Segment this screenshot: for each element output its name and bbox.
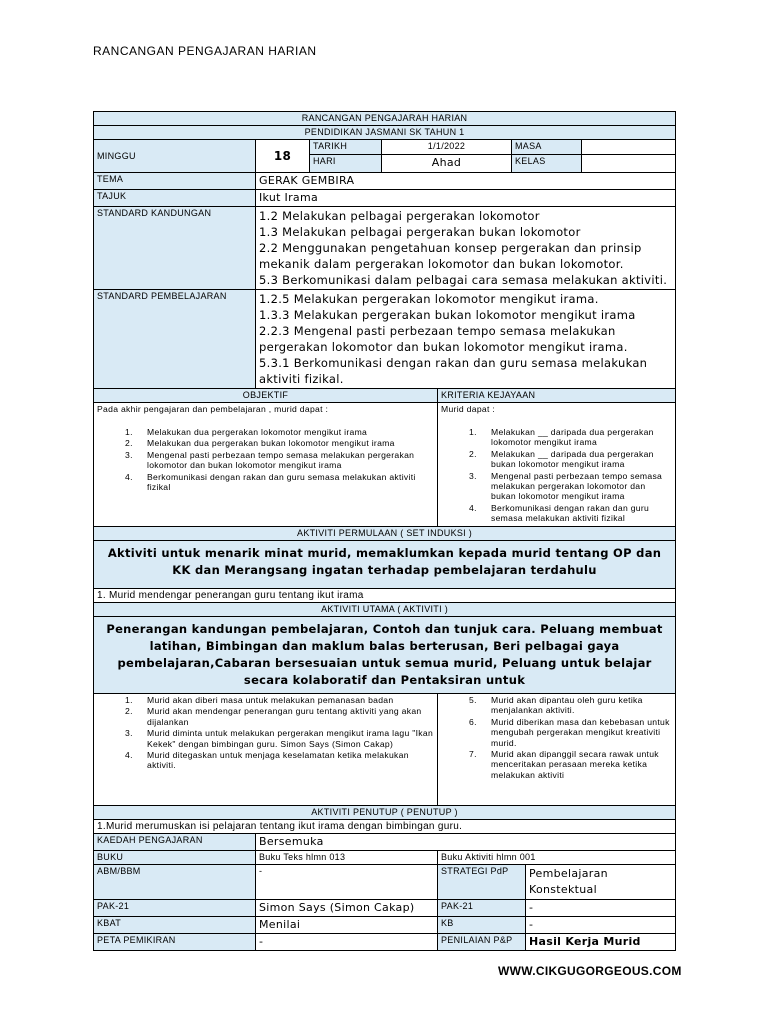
peta-value: -	[256, 934, 438, 951]
utama-summary: Penerangan kandungan pembelajaran, Contoh dan tunjuk cara. Peluang membuat latihan, Bimbingan dan maklum balas berterusan, Beri pelbagai gaya pembelajaran,Cabaran bersesuaian untuk semua murid, Peluang untuk belajar secara kolaboratif dan Pentaksiran untuk	[94, 617, 676, 694]
kaedah-label: KAEDAH PENGAJARAN	[94, 834, 256, 851]
utama-right-content	[438, 694, 676, 806]
list-item: 1. Murid akan diberi masa untuk melakukan pemanasan badan	[125, 695, 394, 705]
list-item: 2. Murid akan mendengar penerangan guru tentang aktiviti yang akan dijalankan	[125, 706, 422, 727]
minggu-label: MINGGU	[94, 140, 256, 173]
kriteria-intro: Murid dapat :	[441, 404, 496, 414]
rph-table	[93, 111, 676, 951]
kbat-label: KBAT	[94, 917, 256, 934]
tarikh-label: TARIKH	[310, 140, 382, 155]
kriteria-label: KRITERIA KEJAYAAN	[438, 389, 676, 403]
header-title-1: RANCANGAN PENGAJARAH HARIAN	[94, 112, 676, 126]
penutup-detail: 1.Murid merumuskan isi pelajaran tentang ikut irama dengan bimbingan guru.	[94, 820, 676, 834]
sp-line: 5.3.1 Berkomunikasi dengan rakan dan guru semasa melakukan aktiviti fizikal.	[259, 356, 648, 386]
pak21-label: PAK-21	[94, 900, 256, 917]
pak21-label-2: PAK-21	[438, 900, 526, 917]
penutup-label: AKTIVITI PENUTUP ( PENUTUP )	[94, 806, 676, 820]
list-item: 4. Berkomunikasi dengan rakan dan guru semasa melakukan aktiviti fizikal	[125, 471, 416, 493]
pak21-value: Simon Says (Simon Cakap)	[256, 900, 438, 917]
list-item: 4. Murid ditegaskan untuk menjaga keselamatan ketika melakukan aktiviti.	[125, 750, 409, 771]
list-item: 1. Melakukan __ daripada dua pergerakan lokomotor mengikut irama	[469, 427, 654, 448]
permulaan-summary: Aktiviti untuk menarik minat murid, memaklumkan kepada murid tentang OP dan KK dan Merangsang ingatan terhadap pembelajaran terdahulu	[94, 541, 676, 589]
strategi-label: STRATEGI PdP	[438, 865, 526, 900]
tajuk-label: TAJUK	[94, 190, 256, 207]
abm-label: ABM/BBM	[94, 865, 256, 900]
sp-label: STANDARD PEMBELAJARAN	[94, 290, 256, 389]
list-item: 6. Murid diberikan masa dan kebebasan untuk mengubah pergerakan mengikut kreativiti murid.	[469, 716, 670, 748]
peta-label: PETA PEMIKIRAN	[94, 934, 256, 951]
kaedah-value: Bersemuka	[256, 834, 676, 851]
objektif-label: OBJEKTIF	[94, 389, 438, 403]
utama-left-content	[94, 694, 438, 806]
tema-label: TEMA	[94, 173, 256, 190]
sk-line: 1.3 Melakukan pelbagai pergerakan bukan lokomotor	[259, 225, 581, 239]
hari-value: Ahad	[382, 155, 512, 173]
list-item: 4. Berkomunikasi dengan rakan dan guru semasa melakukan aktiviti fizikal	[469, 502, 650, 524]
pak21-value-2: -	[526, 900, 676, 917]
sp-line: 1.2.5 Melakukan pergerakan lokomotor mengikut irama.	[259, 292, 599, 306]
sk-line: 5.3 Berkomunikasi dalam pelbagai cara semasa melakukan aktiviti.	[259, 273, 668, 287]
permulaan-label: AKTIVITI PERMULAAN ( SET INDUKSI )	[94, 527, 676, 541]
list-item: 2. Melakukan __ daripada dua pergerakan bukan lokomotor mengikut irama	[469, 448, 654, 470]
header-title-2: PENDIDIKAN JASMANI SK TAHUN 1	[94, 126, 676, 140]
list-item: 5. Murid akan dipantau oleh guru ketika menjalankan aktiviti.	[469, 695, 643, 716]
tema-value: GERAK GEMBIRA	[256, 173, 676, 190]
objektif-content	[94, 403, 438, 527]
hari-label: HARI	[310, 155, 382, 173]
list-item: 3. Mengenal pasti perbezaan tempo semasa melakukan pergerakan lokomotor dan bukan lokomotor mengikut irama	[469, 470, 663, 502]
kb-value: -	[526, 917, 676, 934]
sp-content	[256, 290, 676, 389]
list-item: 2. Melakukan dua pergerakan bukan lokomotor mengikut irama	[125, 438, 395, 449]
sk-label: STANDARD KANDUNGAN	[94, 207, 256, 290]
list-item: 3. Murid diminta untuk melakukan pergerakan mengikut irama lagu "Ikan Kekek" dengan bimbingan guru. Simon Says (Simon Cakap)	[125, 728, 434, 749]
masa-label: MASA	[512, 140, 582, 155]
masa-value	[582, 140, 676, 155]
kelas-value	[582, 155, 676, 173]
buku-teks: Buku Teks hlmn 013	[256, 851, 438, 865]
kriteria-content	[438, 403, 676, 527]
kb-label: KB	[438, 917, 526, 934]
sp-line: 2.2.3 Mengenal pasti perbezaan tempo semasa melakukan pergerakan lokomotor dan bukan lokomotor mengikut irama.	[259, 324, 628, 354]
strategi-value: Pembelajaran Konstektual	[526, 865, 676, 900]
page-title: RANCANGAN PENGAJARAN HARIAN	[93, 44, 317, 58]
utama-label: AKTIVITI UTAMA ( AKTIVITI )	[94, 603, 676, 617]
kbat-value: Menilai	[256, 917, 438, 934]
sk-line: 1.2 Melakukan pelbagai pergerakan lokomotor	[259, 209, 540, 223]
sk-content	[256, 207, 676, 290]
footer-url: WWW.CIKGUGORGEOUS.COM	[498, 964, 682, 978]
permulaan-detail: 1. Murid mendengar penerangan guru tentang ikut irama	[94, 589, 676, 603]
list-item: 3. Mengenal pasti perbezaan tempo semasa melakukan pergerakan lokomotor dan bukan lokomotor mengikut irama	[125, 449, 415, 471]
sk-line: 2.2 Menggunakan pengetahuan konsep pergerakan dan prinsip mekanik dalam pergerakan lokomotor dan bukan lokomotor.	[259, 241, 642, 271]
penilaian-value: Hasil Kerja Murid	[526, 934, 676, 951]
objektif-intro: Pada akhir pengajaran dan pembelajaran , murid dapat :	[97, 404, 329, 414]
sp-line: 1.3.3 Melakukan pergerakan bukan lokomotor mengikut irama	[259, 308, 636, 322]
buku-aktiviti: Buku Aktiviti hlmn 001	[438, 851, 676, 865]
abm-value: -	[256, 865, 438, 900]
list-item: 1. Melakukan dua pergerakan lokomotor mengikut irama	[125, 427, 368, 437]
penilaian-label: PENILAIAN P&P	[438, 934, 526, 951]
list-item: 7. Murid akan dipanggil secara rawak untuk menceritakan perasaan mereka ketika melakukan aktiviti	[469, 749, 659, 780]
tajuk-value: Ikut Irama	[256, 190, 676, 207]
tarikh-value: 1/1/2022	[382, 140, 512, 155]
kelas-label: KELAS	[512, 155, 582, 173]
buku-label: BUKU	[94, 851, 256, 865]
minggu-value: 18	[256, 140, 310, 173]
